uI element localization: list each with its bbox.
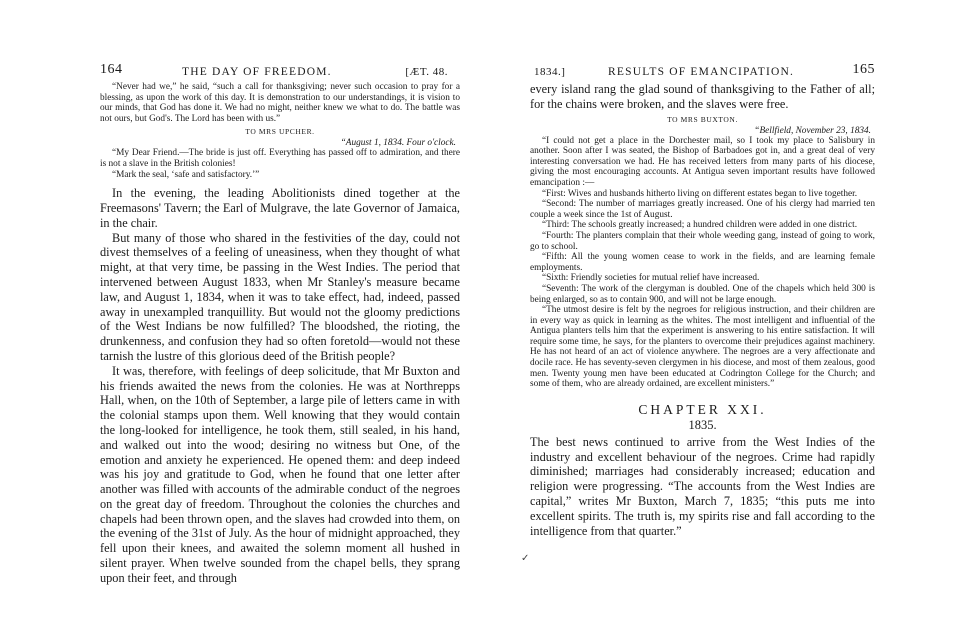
letter-paragraph: “Second: The number of marriages greatly increased. One of his clergy had married ten couple a week since the 1st of August. xyxy=(530,199,875,220)
letter-paragraph: “The utmost desire is felt by the negroes for religious instruction, and their children are in every way as quick in learning as the whites. The most intelligent and influential of the Antigua planters tells him that the experiment is answering to his entire satisfaction. It will require some time, he says, for the planters to overcome their prejudices against machinery. He has not heard of an act of violence anywhere. The negroes are a very affectionate and docile race. He has seventy-seven clergymen in his diocese, and most of them zealous, good men. Twenty young men have been educated at Codrington College for the Church; and some of them, who are already ordained, are excellent ministers.” xyxy=(530,305,875,390)
right-running-head xyxy=(530,62,875,82)
left-page-number: 164 xyxy=(100,62,123,77)
letter-paragraph: “I could not get a place in the Dorchester mail, so I took my place to Salisbury in another. Soon after I was seated, the Bishop of Barbadoes got in, and a great deal of very interesting conversation we had. He has received letters from many parts of his diocese, giving the most encouraging accounts. At Antigua seven important results have followed emancipation :— xyxy=(530,135,875,188)
continued-paragraph: every island rang the glad sound of thanksgiving to the Father of all; for the chains were broken, and the slaves were free. xyxy=(530,82,875,111)
letter-heading-upcher: TO MRS UPCHER. xyxy=(245,127,315,137)
left-quote-block xyxy=(100,82,460,124)
letter-paragraph: “Sixth: Friendly societies for mutual relief have increased. xyxy=(542,273,760,284)
letter-paragraph: “First: Wives and husbands hitherto living on different estates began to live together. xyxy=(542,188,858,199)
paragraph-uneasiness: But many of those who shared in the festivities of the day, could not divest themselves of a feeling of uneasiness, when they thought of what might, at that very time, be passing in the West Indies. The period that intervened between August 1833, when Mr Stanley's measure became law, and August 1, 1834, when it was to take effect, had, indeed, passed away in unexampled tranquillity. But would not the gloomy predictions of the West Indians be now fulfilled? The bloodshed, the rioting, the drunkenness, and confusion they had so often foretold—would not these tarnish the lustre of this glorious deed of the British people? xyxy=(100,230,460,363)
letter-paragraph: “Seventh: The work of the clergyman is doubled. One of the chapels which held 300 is being enlarged, so as to contain 900, and will not be large enough. xyxy=(530,283,875,305)
left-page xyxy=(100,62,460,586)
right-running-aux: 1834.] xyxy=(534,66,566,78)
chapter-year: 1835. xyxy=(688,417,717,432)
letter-date-buxton: “Bellfield, November 23, 1834. xyxy=(754,125,871,136)
left-running-title: THE DAY OF FREEDOM. xyxy=(182,66,332,78)
right-running-title: RESULTS OF EMANCIPATION. xyxy=(608,66,795,78)
letter-postscript: “Mark the seal, ‘safe and satisfactory.’” xyxy=(112,169,260,180)
chapter-opening-paragraph: The best news continued to arrive from the West Indies of the industry and excellent behaviour of the negroes. Crime had rapidly diminished; marriages had considerably increased; education and religion were progressing. “The accounts from the West Indies are capital,” writes Mr Buxton, March 7, 1835; “this puts me into excellent spirits. The truth is, my spirits rise and fall according to the intelligence from that quarter.” xyxy=(530,434,875,538)
letter-date-upcher: “August 1, 1834. Four o'clock. xyxy=(340,138,456,149)
right-page-number: 165 xyxy=(852,62,875,77)
letter-body: “My Dear Friend.—The bride is just off. Everything has passed off to admiration, and there is not a slave in the British colonies! xyxy=(100,148,460,169)
right-page xyxy=(530,62,875,538)
letter-paragraph: “Fourth: The planters complain that their whole weeding gang, instead of going to work, go to school. xyxy=(530,230,875,252)
left-running-head xyxy=(100,62,460,82)
letter-heading-buxton: TO MRS BUXTON. xyxy=(667,114,738,124)
left-running-aux: [ÆT. 48. xyxy=(405,66,448,78)
left-body-text xyxy=(100,186,460,586)
letter-paragraph: “Fifth: All the young women cease to work in the fields, and are learning female employments. xyxy=(530,252,875,273)
letter-buxton-body xyxy=(530,136,875,390)
chapter-title: CHAPTER XXI. xyxy=(638,401,767,417)
paragraph-evening: In the evening, the leading Abolitionists dined together at the Freemasons' Tavern; the Earl of Mulgrave, the late Governor of Jamaica, in the chair. xyxy=(100,186,460,230)
letter-upcher-body xyxy=(100,148,460,180)
gutter-mark: ✓ xyxy=(521,553,530,564)
paragraph-news: It was, therefore, with feelings of deep solicitude, that Mr Buxton and his friends awaited the news from the colonies. He was at Northrepps Hall, when, on the 10th of September, a large pile of letters came in with the colonial stamps upon them. Well knowing that they would contain the long-looked for intelligence, he took them, still sealed, in his hand, and walked out into the wood; desiring no witness but One, of the emotion and anxiety he experienced. He opened them: and deep indeed was his joy and gratitude to God, when he found that one letter after another was filled with accounts of the admirable conduct of the negroes on the great day of freedom. Throughout the colonies the churches and chapels had been thrown open, and the slaves had crowded into them, on the evening of the 31st of July. As the hour of midnight approached, they fell upon their knees, and awaited the solemn moment all hushed in silent prayer. When twelve sounded from the chapel bells, they sprang upon their feet, and through xyxy=(100,363,460,585)
quote-paragraph: “Never had we,” he said, “such a call for thanksgiving; never such occasion to pray for a blessing, as upon the work of this day. It is demonstration to our understandings, it is vision to our minds, that God has done it. We had no might, neither knew we what to do. The battle was not ours, but God's. The Lord has been with us.” xyxy=(100,82,460,124)
chapter-text xyxy=(530,435,875,539)
letter-paragraph: “Third: The schools greatly increased; a hundred children were added in one district. xyxy=(542,220,858,231)
right-continued-text xyxy=(530,82,875,112)
